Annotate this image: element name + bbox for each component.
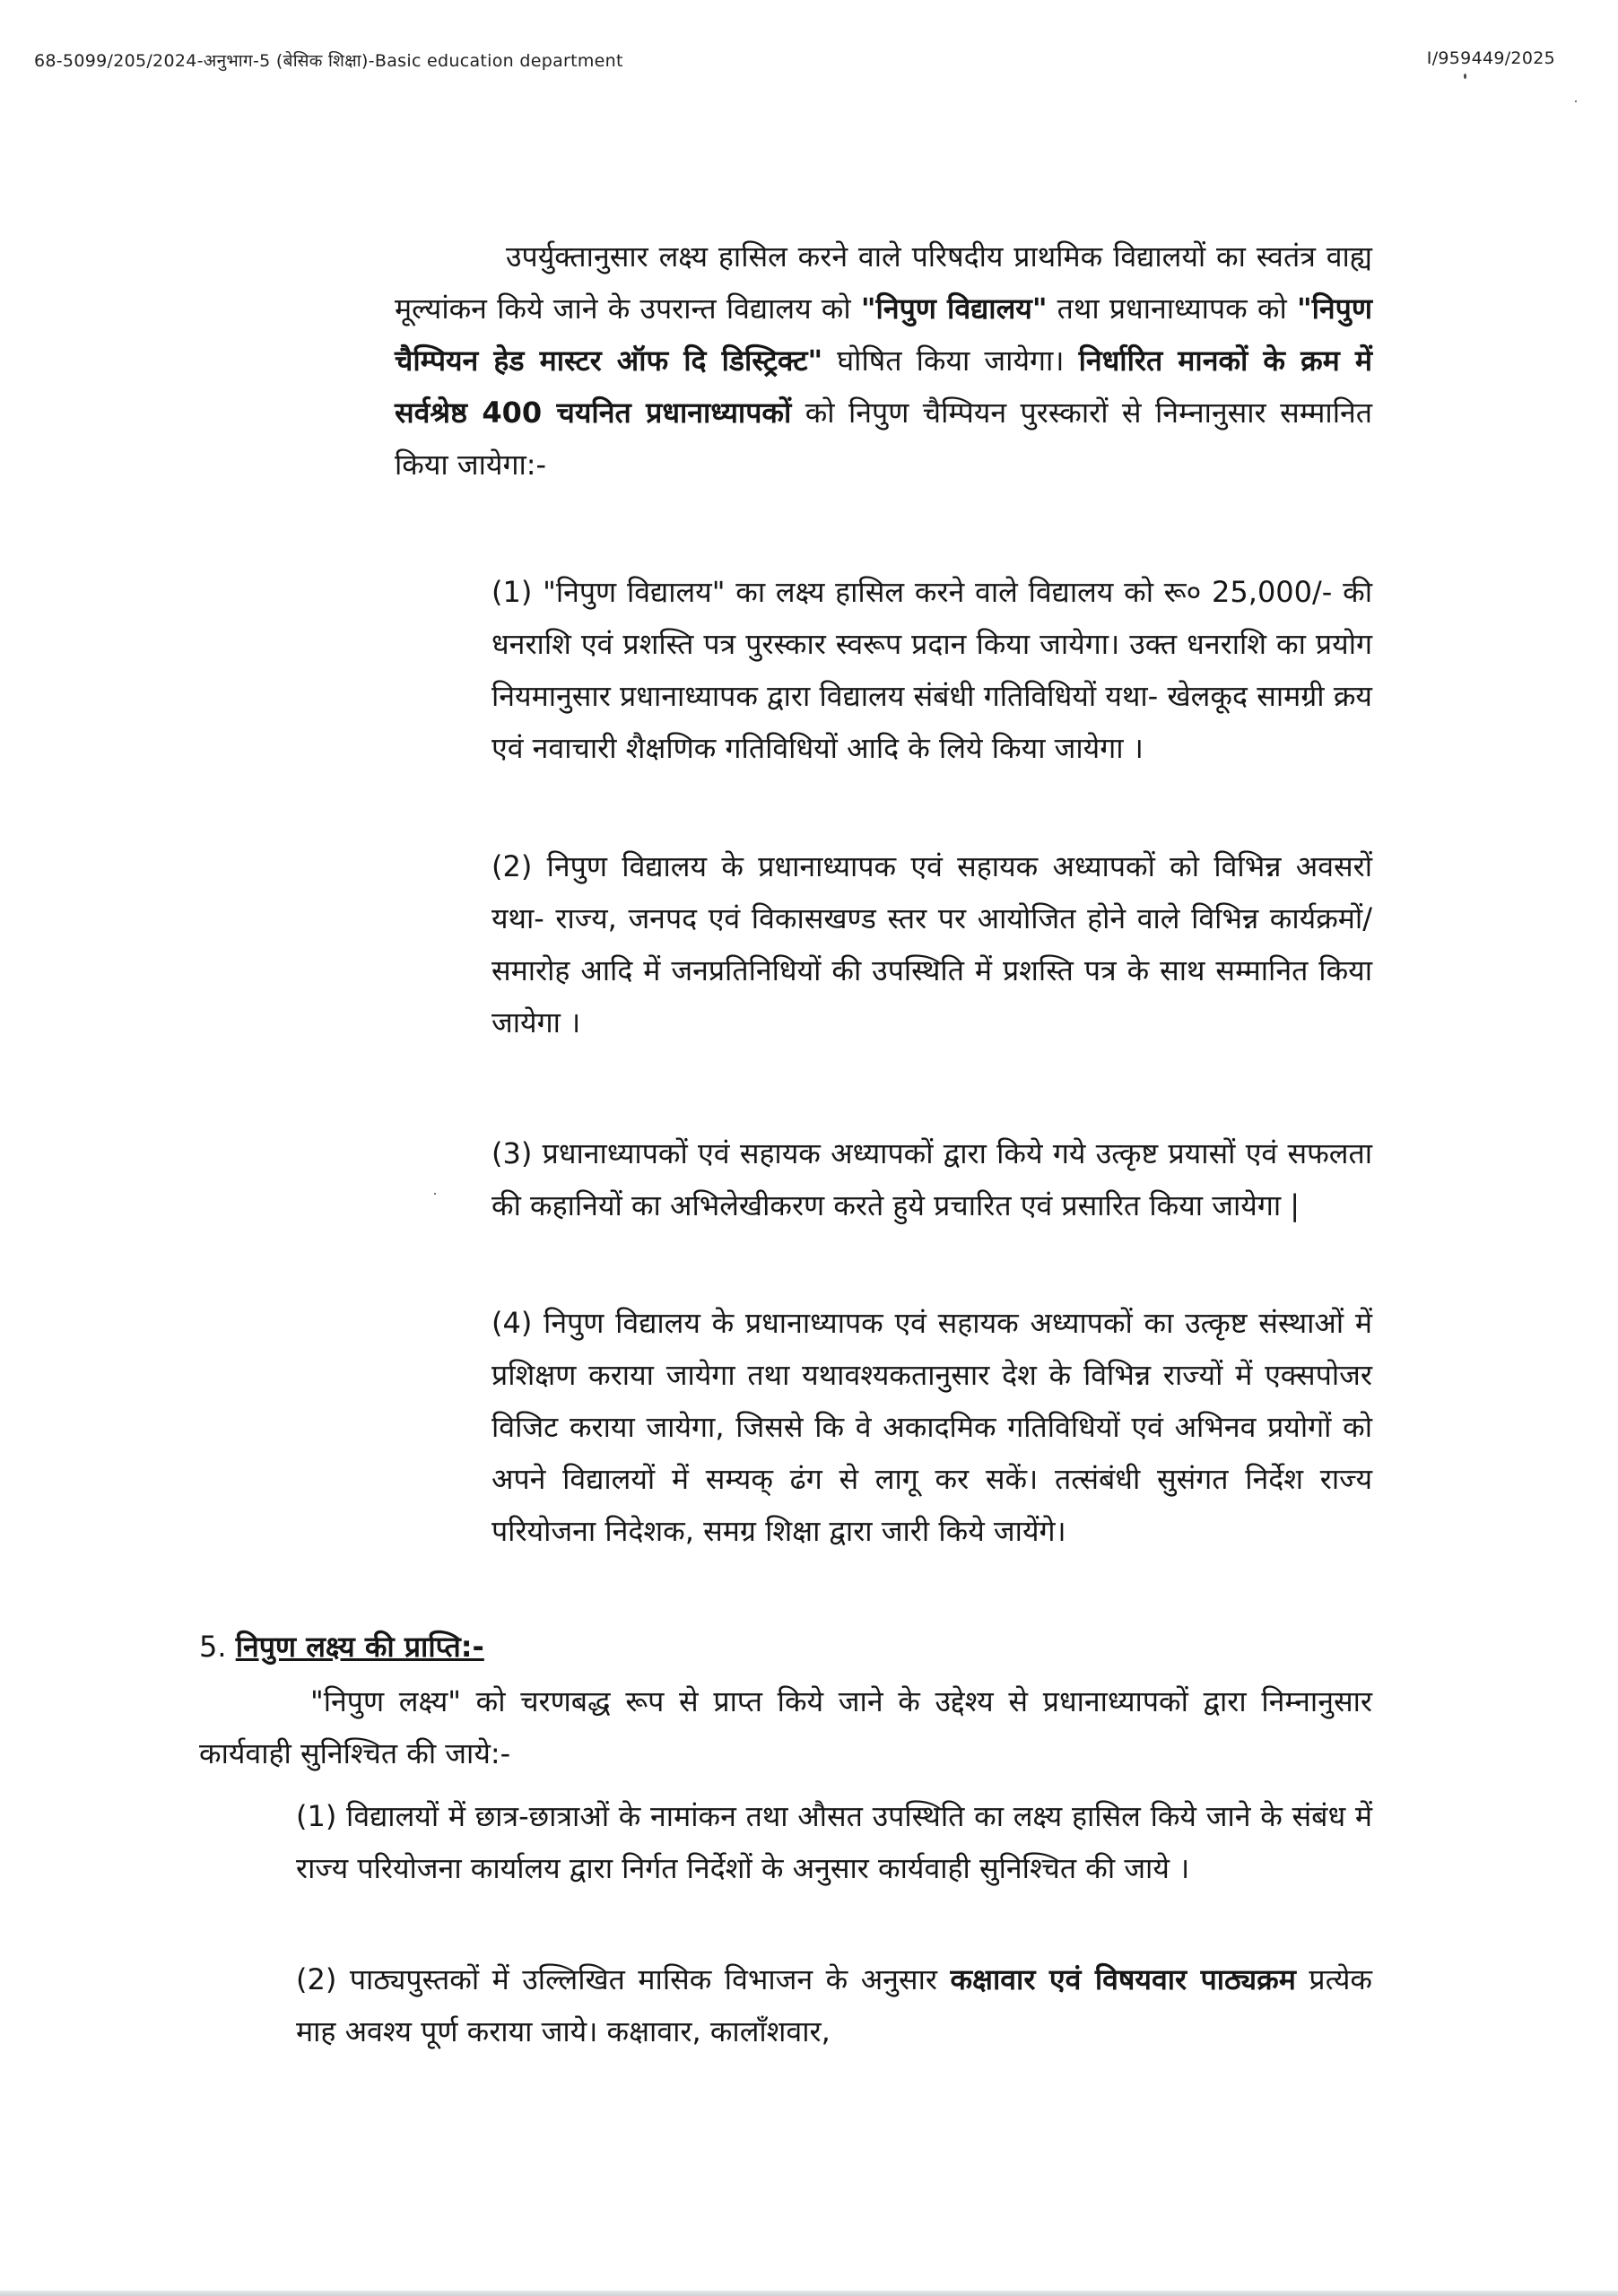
award-item-2: (2) निपुण विद्यालय के प्रधानाध्यापक एवं सहायक अध्यापकों को विभिन्न अवसरों यथा- राज्य, जनपद एवं विकासखण्ड स्तर पर आयोजित होने वाले विभिन्न कार्यक्रमों/समारोह आदि में जनप्रतिनिधियों की उपस्थिति में प्रशस्ति पत्र के साथ सम्मानित किया जायेगा । bbox=[491, 849, 1372, 1039]
section-number: 5. bbox=[199, 1630, 227, 1664]
section-5-item-1: (1) विद्यालयों में छात्र-छात्राओं के नामांकन तथा औसत उपस्थिति का लक्ष्य हासिल किये जाने के संबंध में राज्य परियोजना कार्यालय द्वारा निर्गत निर्देशों के अनुसार कार्यवाही सुनिश्चित की जाये । bbox=[296, 1799, 1372, 1885]
award-item-3: (3) प्रधानाध्यापकों एवं सहायक अध्यापकों द्वारा किये गये उत्कृष्ट प्रयासों एवं सफलता की कहानियों का अभिलेखीकरण करते हुये प्रचारित एवं प्रसारित किया जायेगा | bbox=[491, 1136, 1372, 1222]
scan-edge bbox=[0, 2291, 1618, 2296]
section-5-paragraph: "निपुण लक्ष्य" को चरणबद्ध रूप से प्राप्त किये जाने के उद्देश्य से प्रधानाध्यापकों द्वारा निम्नानुसार कार्यवाही सुनिश्चित की जाये:- bbox=[199, 1684, 1372, 1770]
intro-paragraph: उपर्युक्तानुसार लक्ष्य हासिल करने वाले परिषदीय प्राथमिक विद्यालयों का स्वतंत्र वाह्य मूल्यांकन किये जाने के उपरान्त विद्यालय को "निपुण विद्यालय" तथा प्रधानाध्यापक को "निपुण चैम्पियन हेड मास्टर ऑफ दि डिस्ट्रिक्ट" घोषित किया जायेगा। निर्धारित मानकों के क्रम में सर्वश्रेष्ठ 400 चयनित प्रधानाध्यापकों को निपुण चैम्पियन पुरस्कारों से निम्नानुसार सम्मानित किया जायेगा:- bbox=[395, 239, 1372, 482]
award-item-1: (1) "निपुण विद्यालय" का लक्ष्य हासिल करने वाले विद्यालय को रू० 25,000/- की धनराशि एवं प्रशस्ति पत्र पुरस्कार स्वरूप प्रदान किया जायेगा। उक्त धनराशि का प्रयोग नियमानुसार प्रधानाध्यापक द्वारा विद्यालय संबंधी गतिविधियों यथा- खेलकूद सामग्री क्रय एवं नवाचारी शैक्षणिक गतिविधियों आदि के लिये किया जायेगा । bbox=[491, 575, 1372, 765]
scan-speck bbox=[1464, 74, 1466, 79]
award-item-4: (4) निपुण विद्यालय के प्रधानाध्यापक एवं सहायक अध्यापकों का उत्कृष्ट संस्थाओं में प्रशिक्षण कराया जायेगा तथा यथावश्यकतानुसार देश के विभिन्न राज्यों में एक्सपोजर विजिट कराया जायेगा, जिससे कि वे अकादमिक गतिविधियों एवं अभिनव प्रयोगों को अपने विद्यालयों में सम्यक् ढंग से लागू कर सकें। तत्संबंधी सुसंगत निर्देश राज्य परियोजना निदेशक, समग्र शिक्षा द्वारा जारी किये जायेंगे। bbox=[491, 1306, 1372, 1548]
bold-nipun-vidyalaya: "निपुण विद्यालय" bbox=[860, 291, 1048, 326]
document-id: I/959449/2025 bbox=[1426, 48, 1555, 68]
bold-nipun-champion-title: "निपुण चैम्पियन हेड मास्टर ऑफ दि डिस्ट्रिक्ट" bbox=[395, 291, 1372, 378]
scan-speck bbox=[1575, 100, 1577, 102]
bold-top-400-headmasters: निर्धारित मानकों के क्रम में सर्वश्रेष्ठ 400 चयनित प्रधानाध्यापकों bbox=[395, 344, 1372, 430]
section-title: निपुण लक्ष्य की प्राप्ति:- bbox=[235, 1630, 484, 1664]
bold-classwise-syllabus: कक्षावार एवं विषयवार पाठ्यक्रम bbox=[950, 1962, 1296, 1996]
section-5-item-2: (2) पाठ्यपुस्तकों में उल्लिखित मासिक विभाजन के अनुसार कक्षावार एवं विषयवार पाठ्यक्रम प्रत्येक माह अवश्य पूर्ण कराया जाये। कक्षावार, कालाँशवार, bbox=[296, 1962, 1373, 2048]
file-reference: 68-5099/205/2024-अनुभाग-5 (बेसिक शिक्षा)-Basic education department bbox=[34, 51, 623, 71]
scan-speck bbox=[434, 1193, 436, 1195]
section-5-heading bbox=[199, 1621, 484, 1673]
